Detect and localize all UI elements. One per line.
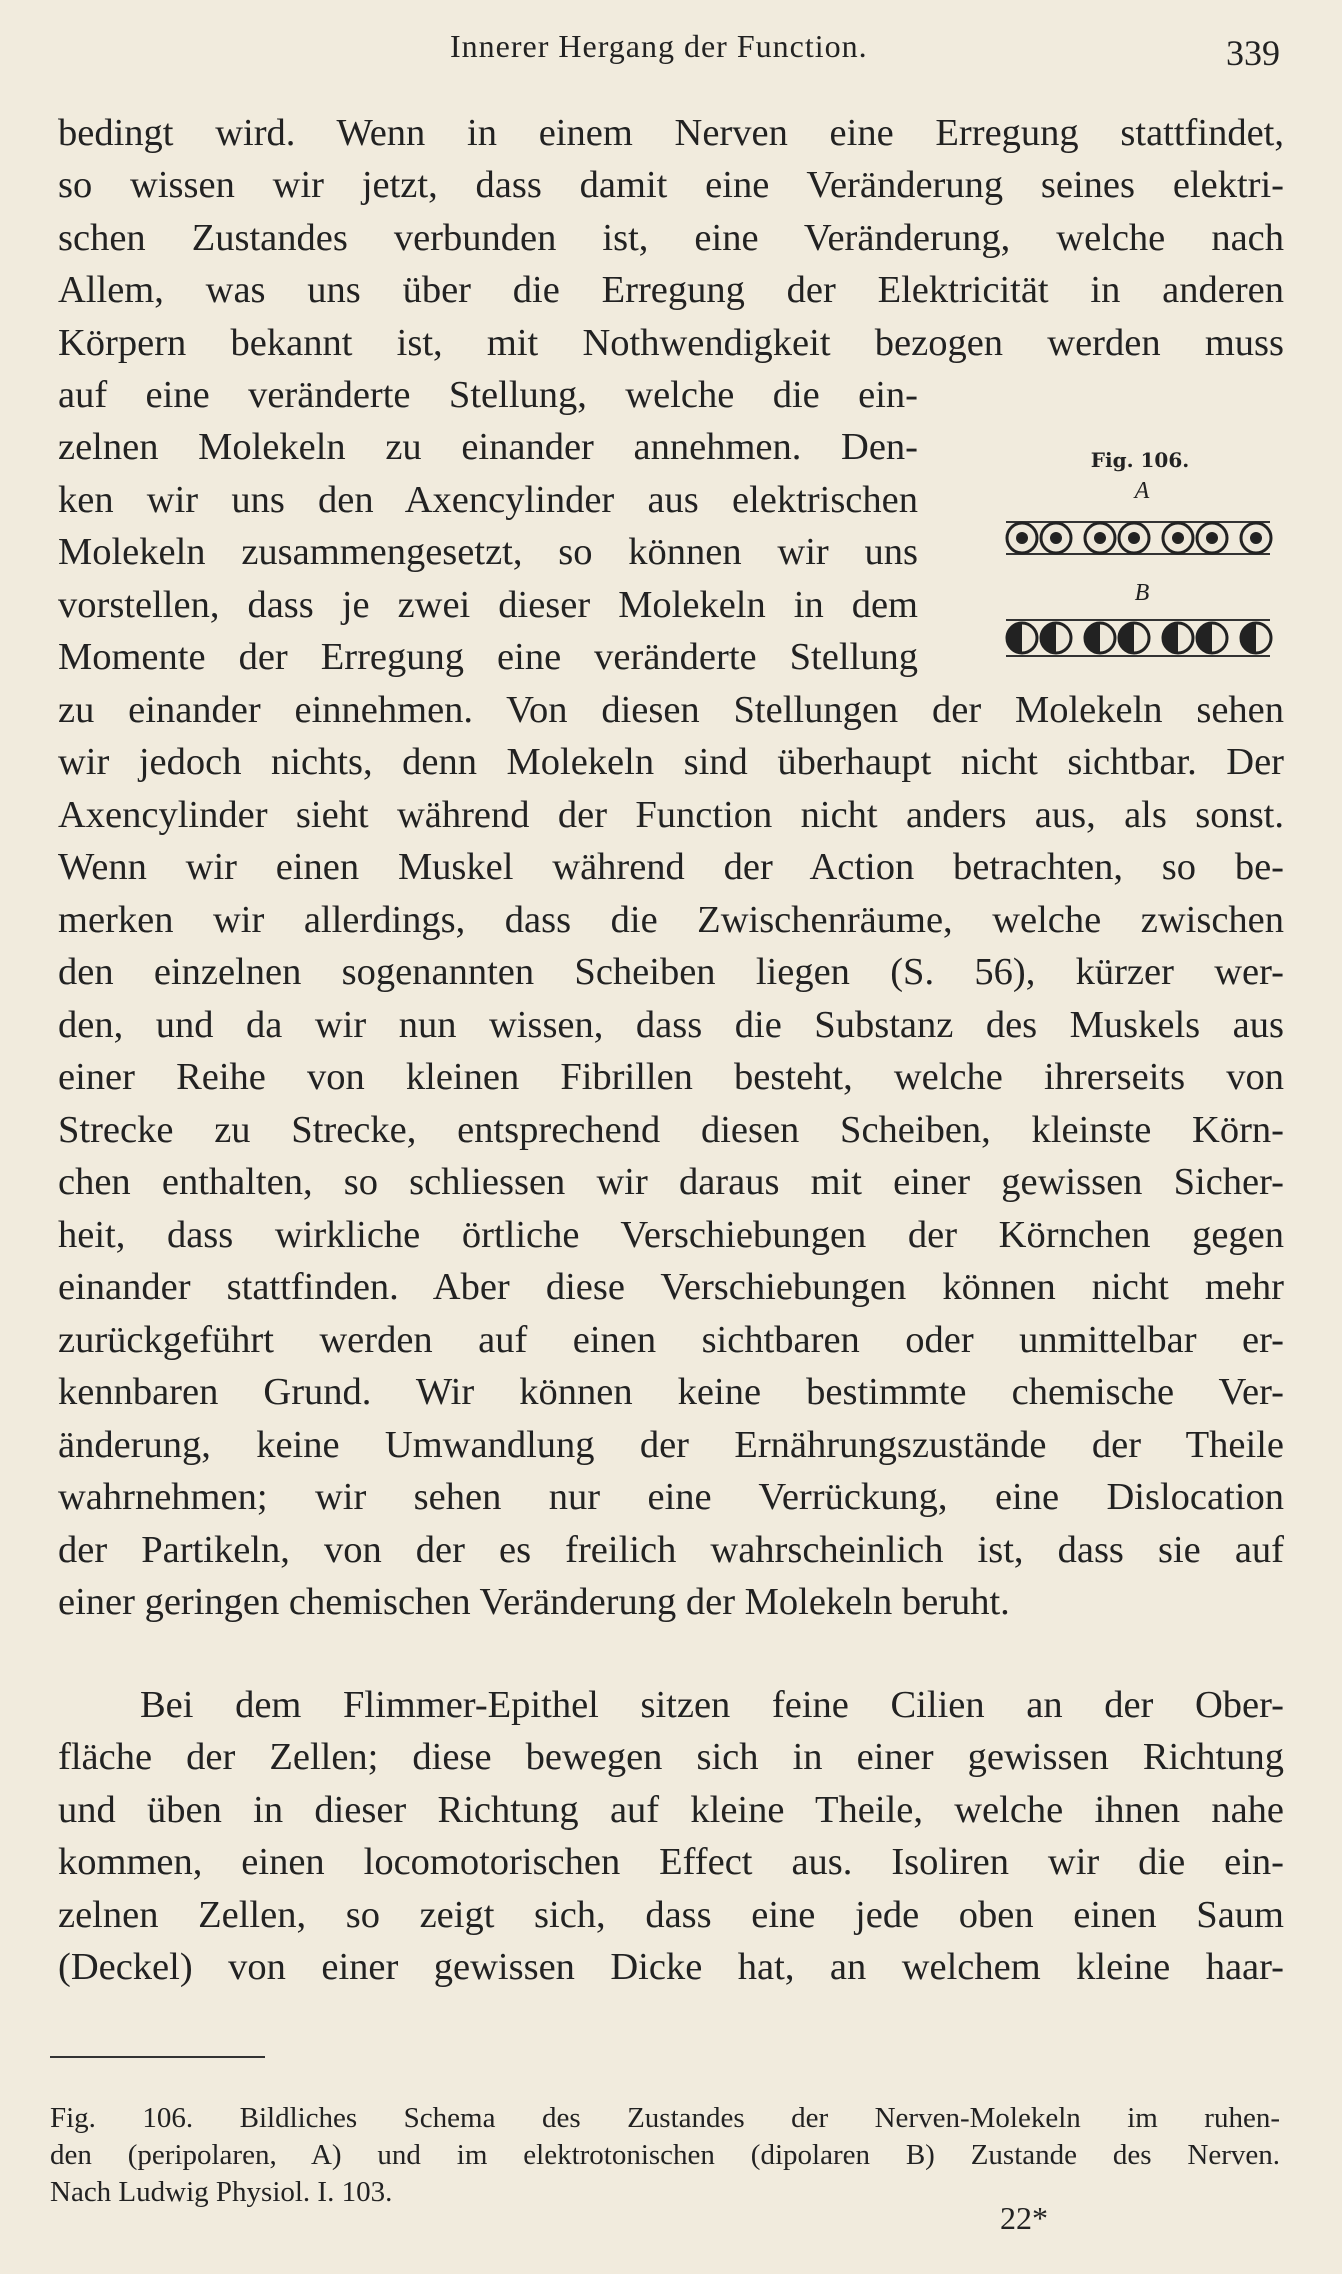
text-line: kommen, einen locomotorischen Effect aus. Isoliren wir die ein-	[58, 1841, 1284, 1883]
text-line: und üben in dieser Richtung auf kleine Theile, welche ihnen nahe	[58, 1789, 1284, 1831]
text-line: kennbaren Grund. Wir können keine bestimmte chemische Ver-	[58, 1371, 1284, 1413]
text-line: der Partikeln, von der es freilich wahrscheinlich ist, dass sie auf	[58, 1529, 1284, 1571]
text-line: den einzelnen sogenannten Scheiben liegen (S. 56), kürzer wer-	[58, 951, 1284, 993]
text-line: wahrnehmen; wir sehen nur eine Verrückung, eine Dislocation	[58, 1476, 1284, 1518]
text-line: chen enthalten, so schliessen wir daraus mit einer gewissen Sicher-	[58, 1161, 1284, 1203]
dipolar-molecules-illustration	[1000, 608, 1285, 668]
text-line: Körpern bekannt ist, mit Nothwendigkeit bezogen werden muss	[58, 322, 1284, 364]
figure-label: Fig. 106.	[1090, 448, 1190, 472]
text-line: vorstellen, dass je zwei dieser Molekeln in dem	[58, 584, 918, 626]
text-line: so wissen wir jetzt, dass damit eine Veränderung seines elektri-	[58, 164, 1284, 206]
text-line: ken wir uns den Axencylinder aus elektrischen	[58, 479, 918, 521]
text-line: merken wir allerdings, dass die Zwischenräume, welche zwischen	[58, 899, 1284, 941]
text-line: Bei dem Flimmer-Epithel sitzen feine Cilien an der Ober-	[140, 1684, 1284, 1726]
text-line: fläche der Zellen; diese bewegen sich in einer gewissen Richtung	[58, 1736, 1284, 1778]
running-title: Innerer Hergang der Function.	[450, 28, 868, 64]
page-number: 339	[1226, 33, 1280, 73]
text-line: einander stattfinden. Aber diese Verschiebungen können nicht mehr	[58, 1266, 1284, 1308]
text-line: wir jedoch nichts, denn Molekeln sind überhaupt nicht sichtbar. Der	[58, 741, 1284, 783]
text-line: zelnen Molekeln zu einander annehmen. Den-	[58, 426, 918, 468]
text-line: Wenn wir einen Muskel während der Action betrachten, so be-	[58, 846, 1284, 888]
text-line: Molekeln zusammengesetzt, so können wir uns	[58, 531, 918, 573]
running-head	[0, 28, 1342, 78]
text-line: zu einander einnehmen. Von diesen Stellungen der Molekeln sehen	[58, 689, 1284, 731]
text-line: (Deckel) von einer gewissen Dicke hat, an welchem kleine haar-	[58, 1946, 1284, 1988]
figure-letter-a: A	[1134, 478, 1150, 504]
footnote-divider	[50, 2056, 265, 2058]
text-line: Allem, was uns über die Erregung der Elektricität in anderen	[58, 269, 1284, 311]
text-line: einer geringen chemischen Veränderung der Molekeln beruht.	[58, 1581, 1010, 1623]
text-line: zelnen Zellen, so zeigt sich, dass eine jede oben einen Saum	[58, 1894, 1284, 1936]
text-line: bedingt wird. Wenn in einem Nerven eine Erregung stattfindet,	[58, 112, 1284, 154]
text-line: änderung, keine Umwandlung der Ernährungszustände der Theile	[58, 1424, 1284, 1466]
peripolar-molecules-illustration	[1000, 508, 1285, 568]
text-line: den, und da wir nun wissen, dass die Substanz des Muskels aus	[58, 1004, 1284, 1046]
footnote-line: Nach Ludwig Physiol. I. 103.	[50, 2176, 393, 2208]
text-line: Momente der Erregung eine veränderte Stellung	[58, 636, 918, 678]
text-line: Axencylinder sieht während der Function nicht anders aus, als sonst.	[58, 794, 1284, 836]
text-line: schen Zustandes verbunden ist, eine Veränderung, welche nach	[58, 217, 1284, 259]
text-line: einer Reihe von kleinen Fibrillen besteht, welche ihrerseits von	[58, 1056, 1284, 1098]
footnote-line: Fig. 106. Bildliches Schema des Zustandes der Nerven-Molekeln im ruhen-	[50, 2102, 1280, 2134]
signature-mark: 22*	[1000, 2200, 1048, 2236]
text-line: heit, dass wirkliche örtliche Verschiebungen der Körnchen gegen	[58, 1214, 1284, 1256]
figure-letter-b: B	[1134, 580, 1150, 606]
text-line: auf eine veränderte Stellung, welche die ein-	[58, 374, 918, 416]
text-line: zurückgeführt werden auf einen sichtbaren oder unmittelbar er-	[58, 1319, 1284, 1361]
footnote-line: den (peripolaren, A) und im elektrotonischen (dipolaren B) Zustande des Nerven.	[50, 2139, 1280, 2171]
text-line: Strecke zu Strecke, entsprechend diesen Scheiben, kleinste Körn-	[58, 1109, 1284, 1151]
figure-106	[1000, 440, 1285, 680]
